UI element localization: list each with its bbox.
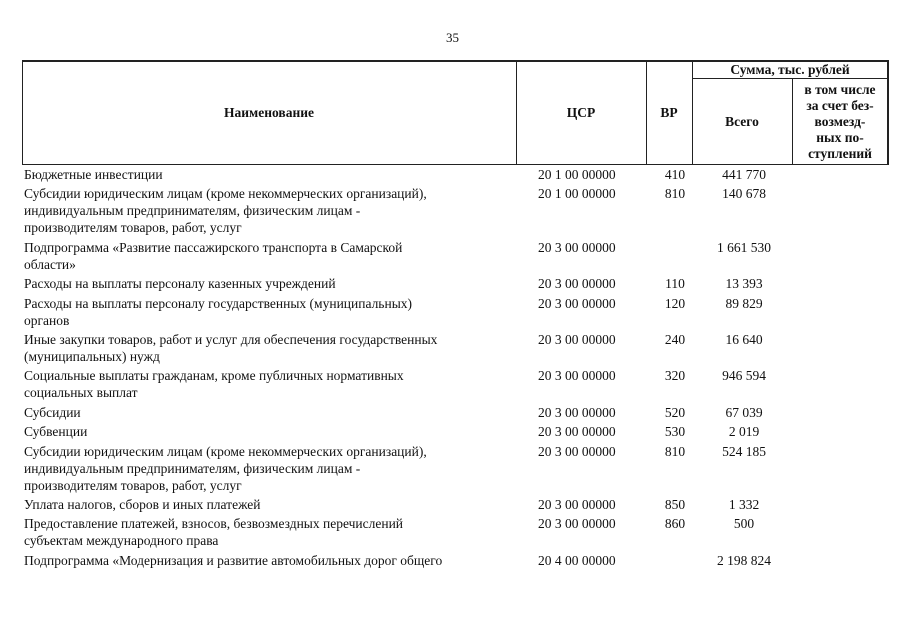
table-header: [22, 60, 888, 165]
header-incl-line: в том числе: [804, 82, 876, 97]
row-name-line: Расходы на выплаты персоналу государственных (муниципальных): [24, 295, 413, 311]
row-name-line: Субсидии юридическим лицам (кроме некоммерческих организаций),: [24, 443, 427, 459]
row-vr: 850: [664, 497, 686, 512]
table-row: [22, 239, 888, 273]
row-total: 1 332: [728, 497, 760, 512]
row-name-line: Субвенции: [24, 424, 88, 440]
row-name: [24, 515, 514, 549]
row-name: [24, 443, 514, 494]
row-total: 16 640: [725, 332, 763, 347]
row-name-line: Социальные выплаты гражданам, кроме публичных нормативных: [24, 368, 404, 384]
row-name-line: субъектам международного права: [24, 533, 219, 549]
row-vr: 320: [664, 368, 686, 384]
row-csr: 20 3 00 00000: [538, 516, 616, 532]
row-vr: 810: [664, 186, 686, 202]
row-total: 13 393: [725, 276, 763, 292]
row-total: 524 185: [722, 443, 766, 459]
table-row: [22, 275, 888, 292]
row-csr: 20 3 00 00000: [538, 424, 616, 440]
row-name: [24, 331, 514, 365]
row-total: 500: [733, 516, 755, 532]
row-csr: 20 1 00 00000: [538, 167, 616, 182]
row-name: [24, 239, 514, 273]
header-sum: Сумма, тыс. рублей: [730, 61, 850, 77]
row-name-line: социальных выплат: [24, 385, 138, 401]
table-row: [22, 496, 888, 513]
table-row: [22, 552, 888, 569]
row-name: [24, 423, 514, 440]
row-name-line: Иные закупки товаров, работ и услуг для обеспечения государственных: [24, 332, 438, 347]
row-total: 441 770: [722, 167, 766, 182]
header-vr: ВР: [660, 104, 678, 120]
row-name: [24, 552, 514, 569]
table-row: [22, 331, 888, 365]
row-total: 140 678: [722, 186, 766, 202]
table-row: [22, 367, 888, 401]
row-name: [24, 185, 514, 236]
row-name: [24, 275, 514, 292]
row-name-line: Расходы на выплаты персоналу казенных учреждений: [24, 276, 336, 292]
row-name: [24, 496, 514, 513]
header-total: Всего: [725, 114, 759, 129]
header-incl-line: возмезд-: [814, 114, 866, 129]
row-total: 946 594: [722, 368, 766, 384]
row-total: 2 019: [728, 424, 760, 440]
page-number: 35: [446, 30, 459, 45]
row-name-line: индивидуальным предпринимателям, физическим лицам -: [24, 203, 361, 219]
row-vr: 520: [664, 404, 686, 420]
table-row: [22, 295, 888, 329]
row-total: 67 039: [725, 404, 763, 420]
row-name: [24, 295, 514, 329]
table-row: [22, 423, 888, 440]
row-csr: 20 3 00 00000: [538, 404, 616, 420]
row-vr: 240: [664, 332, 686, 347]
row-name-line: Бюджетные инвестиции: [24, 167, 163, 182]
row-csr: 20 3 00 00000: [538, 443, 616, 459]
row-name-line: производителям товаров, работ, услуг: [24, 477, 242, 493]
header-incl-line: ных по-: [816, 130, 864, 145]
row-vr: 530: [664, 424, 686, 440]
table-row: [22, 515, 888, 549]
row-name: [24, 367, 514, 401]
row-name-line: Предоставление платежей, взносов, безвозмездных перечислений: [24, 516, 404, 532]
row-csr: 20 3 00 00000: [538, 239, 616, 255]
row-csr: 20 3 00 00000: [538, 276, 616, 292]
row-total: 1 661 530: [717, 239, 771, 255]
row-name-line: индивидуальным предпринимателям, физическим лицам -: [24, 460, 361, 476]
row-csr: 20 3 00 00000: [538, 368, 616, 384]
row-name-line: органов: [24, 312, 70, 328]
row-csr: 20 1 00 00000: [538, 186, 616, 202]
header-name: Наименование: [224, 104, 314, 120]
row-name-line: Подпрограмма «Развитие пассажирского транспорта в Самарской: [24, 239, 403, 255]
row-name-line: Подпрограмма «Модернизация и развитие автомобильных дорог общего: [24, 552, 443, 568]
table-row: [22, 166, 888, 183]
header-incl: [792, 80, 888, 164]
row-name-line: Субсидии: [24, 404, 81, 420]
table-row: [22, 404, 888, 421]
row-name: [24, 166, 514, 183]
row-csr: 20 4 00 00000: [538, 552, 616, 568]
header-incl-line: за счет без-: [806, 98, 874, 113]
header-incl-line: ступлений: [808, 146, 872, 161]
row-total: 89 829: [725, 295, 763, 311]
row-vr: 860: [664, 516, 686, 532]
row-csr: 20 3 00 00000: [538, 332, 616, 347]
table-row: [22, 443, 888, 494]
row-vr: 110: [665, 276, 685, 292]
row-vr: 120: [664, 295, 686, 311]
table-row: [22, 185, 888, 236]
row-name-line: производителям товаров, работ, услуг: [24, 220, 242, 236]
row-name-line: (муниципальных) нужд: [24, 349, 160, 364]
row-total: 2 198 824: [717, 552, 771, 568]
row-csr: 20 3 00 00000: [538, 295, 616, 311]
header-csr: ЦСР: [566, 104, 596, 120]
row-name-line: Уплата налогов, сборов и иных платежей: [24, 497, 261, 512]
row-name-line: Субсидии юридическим лицам (кроме некоммерческих организаций),: [24, 186, 427, 202]
row-vr: 810: [664, 443, 686, 459]
row-name-line: области»: [24, 256, 76, 272]
row-vr: 410: [664, 167, 686, 182]
row-csr: 20 3 00 00000: [538, 497, 616, 512]
row-name: [24, 404, 514, 421]
